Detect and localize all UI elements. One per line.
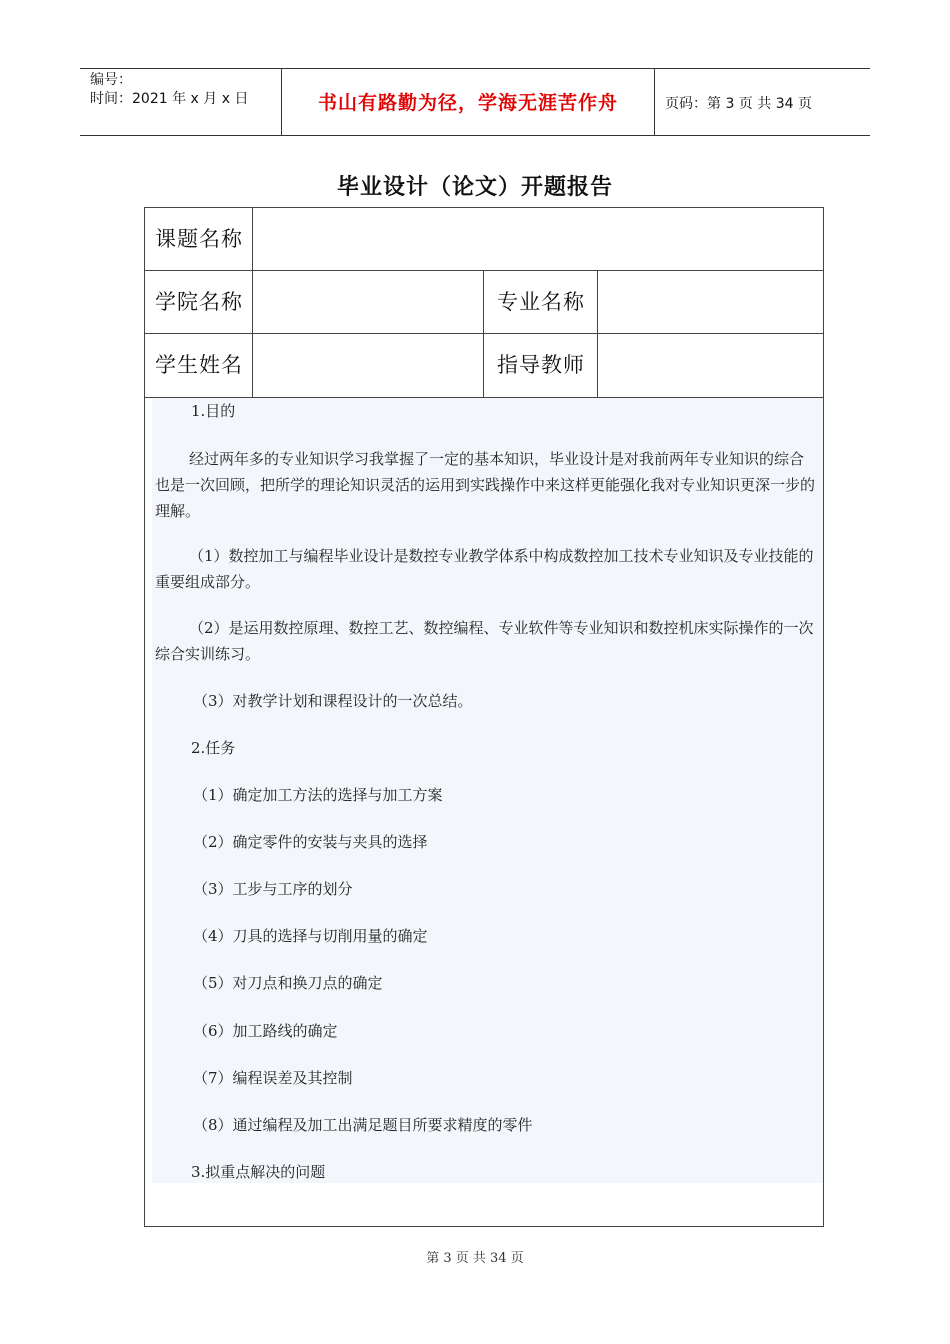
task-item: （1）确定加工方法的选择与加工方案 <box>193 786 443 804</box>
topic-label: 课题名称 <box>155 227 243 251</box>
table-row-divider <box>144 270 824 271</box>
task-item: （5）对刀点和换刀点的确定 <box>193 974 383 992</box>
section-heading: 2.任务 <box>191 739 236 757</box>
table-row-divider <box>144 333 824 334</box>
document-date: 时间：2021 年 x 月 x 日 <box>90 91 249 107</box>
college-label: 学院名称 <box>155 290 243 314</box>
header-top-rule <box>80 68 870 69</box>
header-divider <box>654 68 655 136</box>
page-footer: 第 3 页 共 34 页 <box>426 1251 524 1266</box>
document-number-label: 编号： <box>90 72 132 88</box>
table-col-divider <box>597 270 598 398</box>
table-col-divider <box>483 270 484 398</box>
purpose-item: （2）是运用数控原理、数控工艺、数控编程、专业软件等专业知识和数控机床实际操作的一次综合实训练习。 <box>155 619 814 663</box>
purpose-paragraph: 经过两年多的专业知识学习我掌握了一定的基本知识，毕业设计是对我前两年专业知识的综合也是一次回顾，把所学的理论知识灵活的运用到实践操作中来这样更能强化我对专业知识更深一步的理解。 <box>155 450 816 520</box>
header-page-info: 页码：第 3 页 共 34 页 <box>665 96 812 112</box>
purpose-item: （1）数控加工与编程毕业设计是数控专业教学体系中构成数控加工技术专业知识及专业技能的重要组成部分。 <box>155 547 814 591</box>
task-item: （4）刀具的选择与切削用量的确定 <box>193 927 428 945</box>
task-item: （2）确定零件的安装与夹具的选择 <box>193 833 428 851</box>
advisor-label: 指导教师 <box>497 353 585 377</box>
table-col-divider <box>252 207 253 398</box>
header-motto: 书山有路勤为径，学海无涯苦作舟 <box>317 92 618 114</box>
task-item: （3）工步与工序的划分 <box>193 880 353 898</box>
header-meta <box>90 71 248 109</box>
purpose-item: （3）对教学计划和课程设计的一次总结。 <box>193 692 473 710</box>
page-title: 毕业设计（论文）开题报告 <box>336 175 613 200</box>
student-label: 学生姓名 <box>155 353 243 377</box>
task-item: （8）通过编程及加工出满足题目所要求精度的零件 <box>193 1116 533 1134</box>
task-item: （6）加工路线的确定 <box>193 1022 338 1040</box>
task-item: （7）编程误差及其控制 <box>193 1069 353 1087</box>
header-bottom-rule <box>80 135 870 136</box>
major-label: 专业名称 <box>497 290 585 314</box>
section-heading: 1.目的 <box>191 402 236 420</box>
section-heading: 3.拟重点解决的问题 <box>191 1163 326 1181</box>
